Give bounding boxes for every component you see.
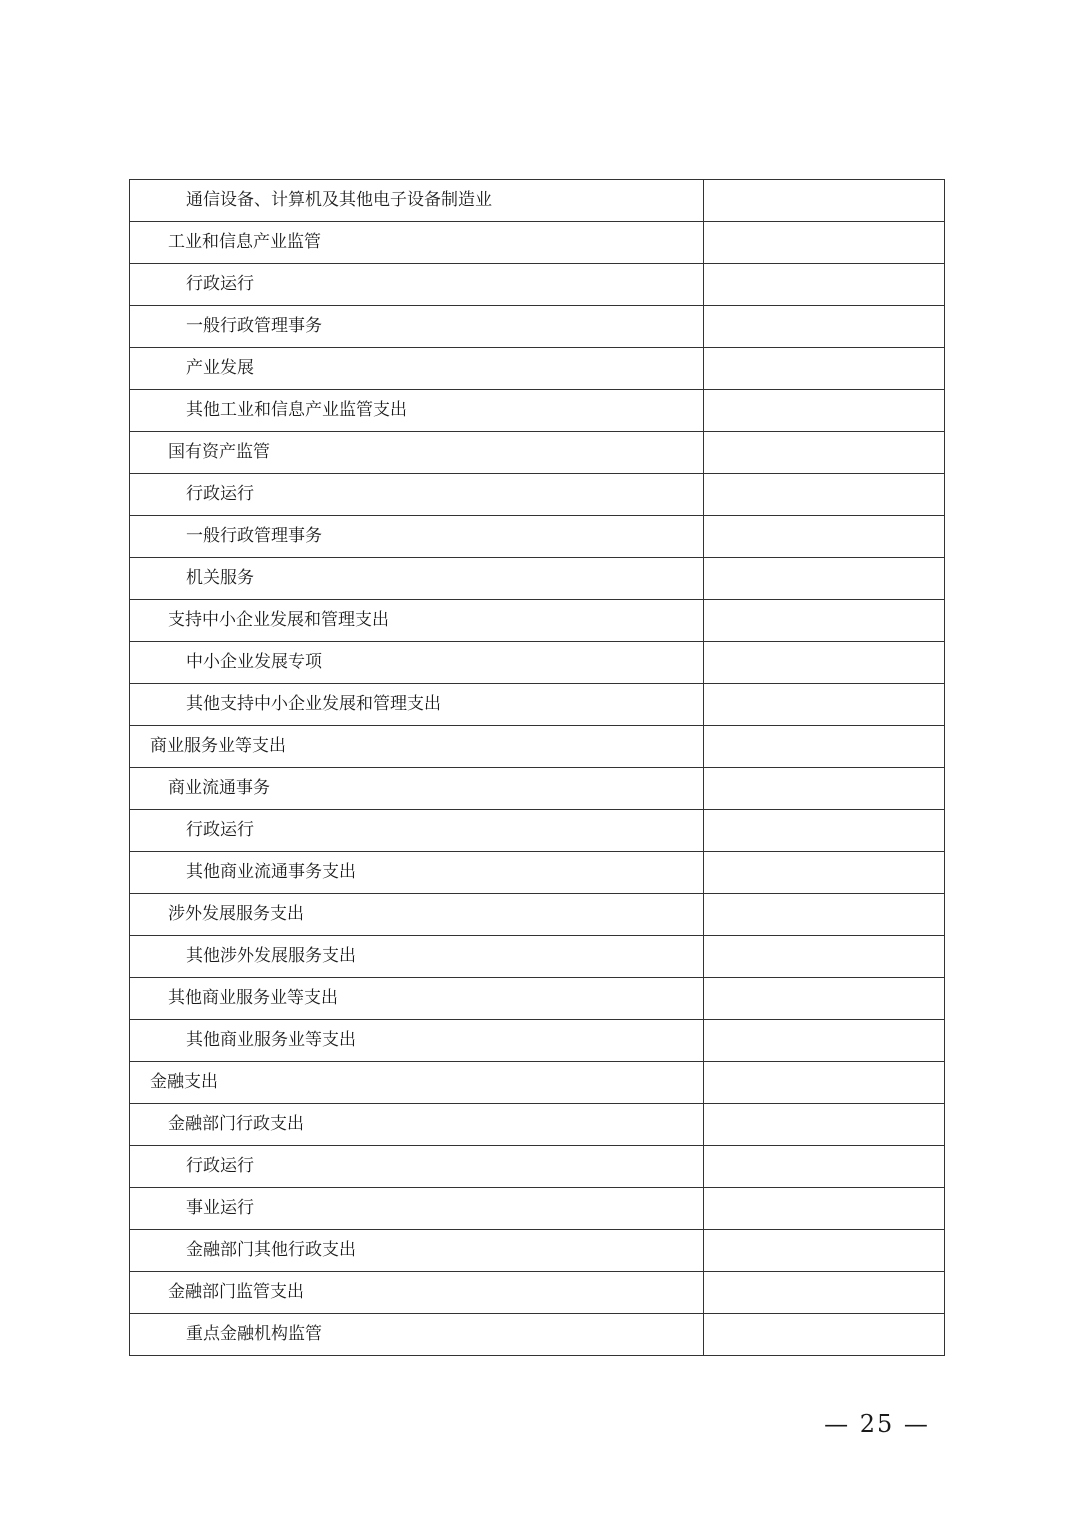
row-label-cell: 金融部门监管支出 <box>130 1272 704 1314</box>
row-label-cell: 其他商业服务业等支出 <box>130 1020 704 1062</box>
row-value-cell <box>704 600 945 642</box>
row-value-cell <box>704 936 945 978</box>
row-value-cell <box>704 852 945 894</box>
row-value-cell <box>704 1188 945 1230</box>
row-label-cell: 其他工业和信息产业监管支出 <box>130 390 704 432</box>
row-value-cell <box>704 1020 945 1062</box>
row-value-cell <box>704 390 945 432</box>
row-label-cell: 一般行政管理事务 <box>130 306 704 348</box>
table-row <box>130 180 945 222</box>
table-row <box>130 474 945 516</box>
table-row <box>130 1230 945 1272</box>
table-row <box>130 348 945 390</box>
table-row <box>130 768 945 810</box>
row-label-cell: 行政运行 <box>130 264 704 306</box>
table-row <box>130 1314 945 1356</box>
table-row <box>130 516 945 558</box>
row-value-cell <box>704 978 945 1020</box>
row-label-cell: 商业流通事务 <box>130 768 704 810</box>
table-row <box>130 1272 945 1314</box>
table-row <box>130 1188 945 1230</box>
row-value-cell <box>704 1146 945 1188</box>
row-value-cell <box>704 1272 945 1314</box>
row-value-cell <box>704 1104 945 1146</box>
row-value-cell <box>704 684 945 726</box>
row-value-cell <box>704 726 945 768</box>
row-value-cell <box>704 432 945 474</box>
row-label-cell: 机关服务 <box>130 558 704 600</box>
row-value-cell <box>704 180 945 222</box>
row-value-cell <box>704 222 945 264</box>
budget-table <box>129 179 945 1356</box>
row-label-cell: 金融部门其他行政支出 <box>130 1230 704 1272</box>
row-value-cell <box>704 348 945 390</box>
table-row <box>130 978 945 1020</box>
row-label-cell: 产业发展 <box>130 348 704 390</box>
row-label-cell: 事业运行 <box>130 1188 704 1230</box>
table-row <box>130 894 945 936</box>
row-label-cell: 支持中小企业发展和管理支出 <box>130 600 704 642</box>
row-label-cell: 通信设备、计算机及其他电子设备制造业 <box>130 180 704 222</box>
table-row <box>130 1020 945 1062</box>
row-label-cell: 金融部门行政支出 <box>130 1104 704 1146</box>
table-row <box>130 1146 945 1188</box>
row-label-cell: 国有资产监管 <box>130 432 704 474</box>
table-row <box>130 432 945 474</box>
table-row <box>130 264 945 306</box>
table-row <box>130 558 945 600</box>
table-row <box>130 1062 945 1104</box>
row-value-cell <box>704 810 945 852</box>
row-value-cell <box>704 306 945 348</box>
row-label-cell: 其他商业服务业等支出 <box>130 978 704 1020</box>
row-value-cell <box>704 558 945 600</box>
table-row <box>130 600 945 642</box>
row-value-cell <box>704 768 945 810</box>
row-label-cell: 中小企业发展专项 <box>130 642 704 684</box>
table-row <box>130 852 945 894</box>
row-value-cell <box>704 474 945 516</box>
row-label-cell: 工业和信息产业监管 <box>130 222 704 264</box>
table-row <box>130 306 945 348</box>
row-label-cell: 行政运行 <box>130 474 704 516</box>
row-label-cell: 涉外发展服务支出 <box>130 894 704 936</box>
table-row <box>130 390 945 432</box>
row-value-cell <box>704 516 945 558</box>
table-row <box>130 726 945 768</box>
row-value-cell <box>704 1314 945 1356</box>
row-label-cell: 其他涉外发展服务支出 <box>130 936 704 978</box>
row-label-cell: 金融支出 <box>130 1062 704 1104</box>
row-label-cell: 商业服务业等支出 <box>130 726 704 768</box>
row-value-cell <box>704 894 945 936</box>
row-label-cell: 一般行政管理事务 <box>130 516 704 558</box>
table-row <box>130 810 945 852</box>
table-row <box>130 1104 945 1146</box>
row-value-cell <box>704 264 945 306</box>
row-value-cell <box>704 1230 945 1272</box>
table-row <box>130 936 945 978</box>
budget-table-body <box>130 180 945 1356</box>
page-number: — 25 — <box>824 1410 930 1438</box>
row-label-cell: 行政运行 <box>130 1146 704 1188</box>
row-value-cell <box>704 1062 945 1104</box>
row-label-cell: 其他支持中小企业发展和管理支出 <box>130 684 704 726</box>
row-label-cell: 重点金融机构监管 <box>130 1314 704 1356</box>
row-label-cell: 其他商业流通事务支出 <box>130 852 704 894</box>
table-row <box>130 222 945 264</box>
table-row <box>130 684 945 726</box>
table-row <box>130 642 945 684</box>
row-value-cell <box>704 642 945 684</box>
row-label-cell: 行政运行 <box>130 810 704 852</box>
